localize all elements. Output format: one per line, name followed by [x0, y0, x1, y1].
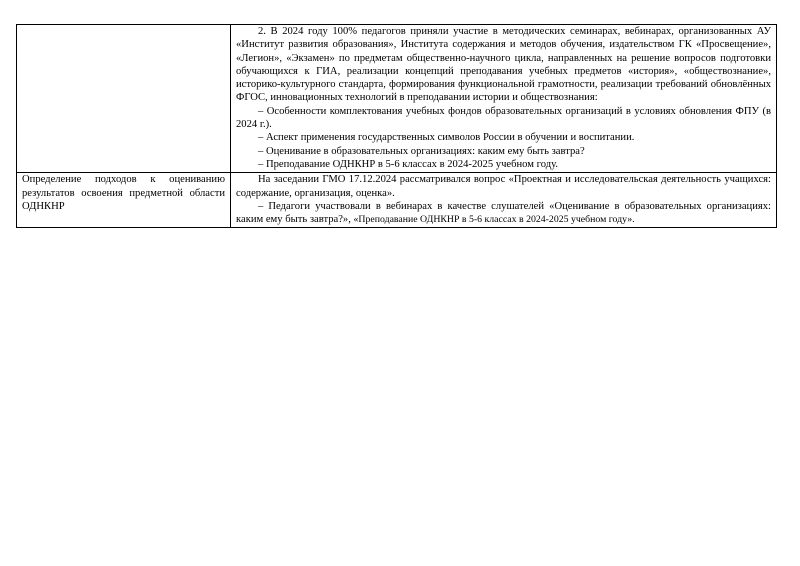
- list-item-tail: «Преподавание ОДНКНР в 5-6 классах в 2024-2025 учебном году».: [353, 214, 635, 226]
- cell-paragraph: 2. В 2024 году 100% педагогов приняли участие в методических семинарах, вебинарах, организованных АУ «Институт развития образования», Института содержания и методов обучения, издательством ГК «Просвещение», «Легион», «Экзамен» по предметам общественно-научного цикла, направленных на решение вопросов подготовки обучающихся к ГИА, реализации концепций преподавания учебных предметов «история», «обществознание», историко-культурного стандарта, формирования функциональной грамотности, реализации требований обновлённых ФГОС, инновационных технологий в преподавании истории и обществознания:: [236, 26, 771, 104]
- table-cell-direction: [17, 25, 231, 173]
- table-cell-direction: [17, 173, 231, 228]
- list-item-text: – Педагоги участвовали в вебинарах в качестве слушателей «Оценивание в образовательных организациях: каким ему быть завтра?»,: [236, 200, 771, 226]
- table-row: [17, 25, 777, 173]
- list-item: – Преподавание ОДНКНР в 5-6 классах в 2024-2025 учебном году.: [258, 158, 558, 170]
- cell-paragraph: На заседании ГМО 17.12.2024 рассматривался вопрос «Проектная и исследовательская деятельность учащихся: содержание, организация, оценка».: [236, 174, 771, 199]
- list-item: – Оценивание в образовательных организациях: каким ему быть завтра?: [258, 145, 585, 157]
- list-item: – Особенности комплектования учебных фондов образовательных организаций в условиях обновления ФПУ (в 2024 г.).: [236, 105, 771, 131]
- report-table: [16, 24, 777, 228]
- table-cell-results: [231, 25, 777, 173]
- list-item: [236, 200, 771, 227]
- list-item: – Аспект применения государственных символов России в обучении и воспитании.: [258, 132, 635, 144]
- table-cell-results: [231, 173, 777, 228]
- table-row: [17, 173, 777, 228]
- cell-text: Определение подходов к оцениванию результатов освоения предметной области ОДНКНР: [22, 174, 225, 212]
